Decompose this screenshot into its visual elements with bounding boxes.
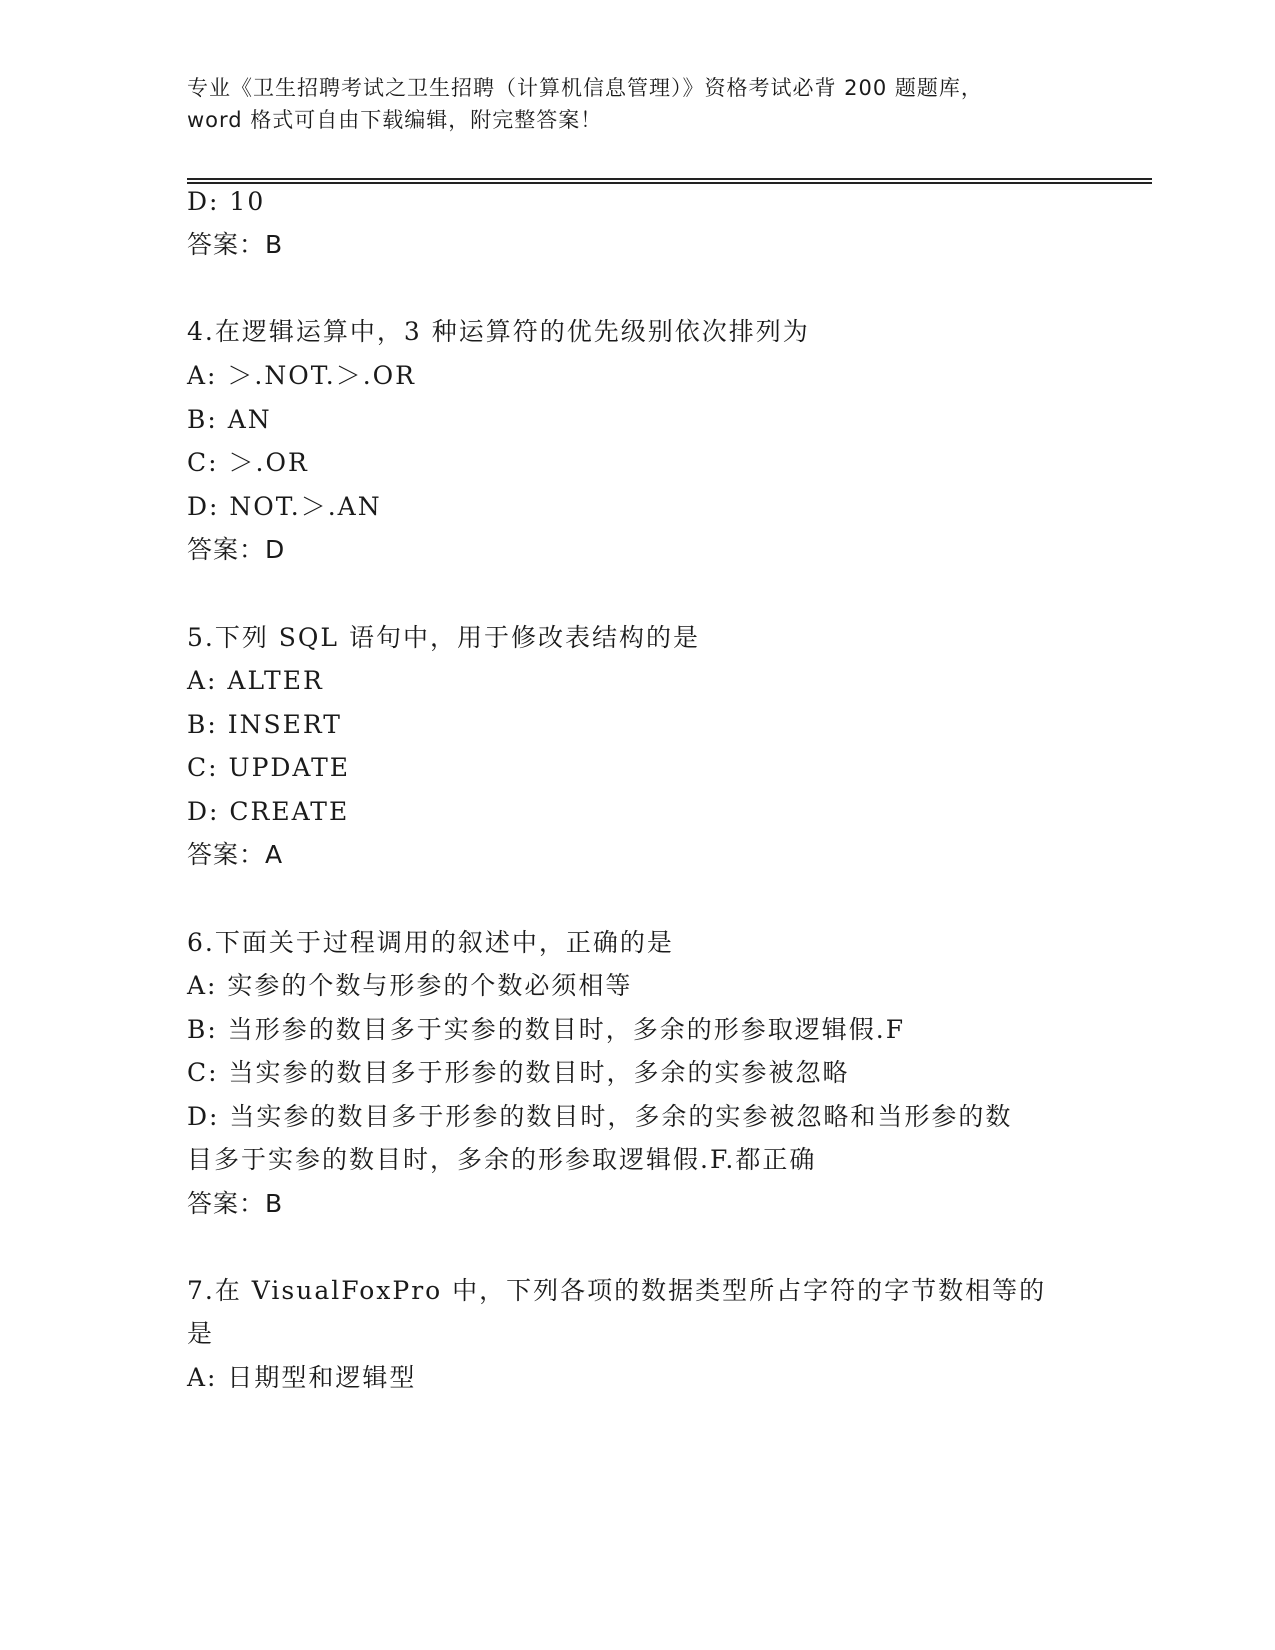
question-line: 是 [187,1319,215,1348]
option-line: A: 实参的个数与形参的个数必须相等 [187,971,633,1000]
option-line: D: NOT.＞.AN [187,492,382,521]
answer-line: 答案：B [187,1189,284,1218]
header-title-line-1: 专业《卫生招聘考试之卫生招聘（计算机信息管理）》资格考试必背 200 题题库， [187,76,983,100]
option-line: A: ALTER [187,666,324,695]
option-line: A: 日期型和逻辑型 [187,1363,417,1392]
option-line: C: 当实参的数目多于形参的数目时，多余的实参被忽略 [187,1058,850,1087]
option-line: B: 当形参的数目多于实参的数目时，多余的形参取逻辑假.F [187,1015,906,1044]
answer-line: 答案：A [187,840,284,869]
option-line: C: UPDATE [187,753,351,782]
option-line: B: AN [187,405,272,434]
header-divider [187,178,1152,184]
question-line: 4.在逻辑运算中，3 种运算符的优先级别依次排列为 [187,317,810,346]
option-line: 目多于实参的数目时，多余的形参取逻辑假.F.都正确 [187,1145,817,1174]
option-line: D: 当实参的数目多于形参的数目时，多余的实参被忽略和当形参的数 [187,1102,1013,1131]
option-line: C: ＞.OR [187,448,309,477]
question-line: 6.下面关于过程调用的叙述中，正确的是 [187,928,674,957]
answer-line: 答案：B [187,230,284,259]
page-header [187,72,1087,136]
question-line: 5.下列 SQL 语句中，用于修改表结构的是 [187,623,700,652]
header-title-line-2: word 格式可自由下载编辑，附完整答案！ [187,108,603,132]
option-line: A: ＞.NOT.＞.OR [187,361,416,390]
question-line: 7.在 VisualFoxPro 中，下列各项的数据类型所占字符的字节数相等的 [187,1276,1047,1305]
option-line: B: INSERT [187,710,342,739]
answer-line: 答案：D [187,535,286,564]
option-line: D: 10 [187,187,266,216]
option-line: D: CREATE [187,797,350,826]
